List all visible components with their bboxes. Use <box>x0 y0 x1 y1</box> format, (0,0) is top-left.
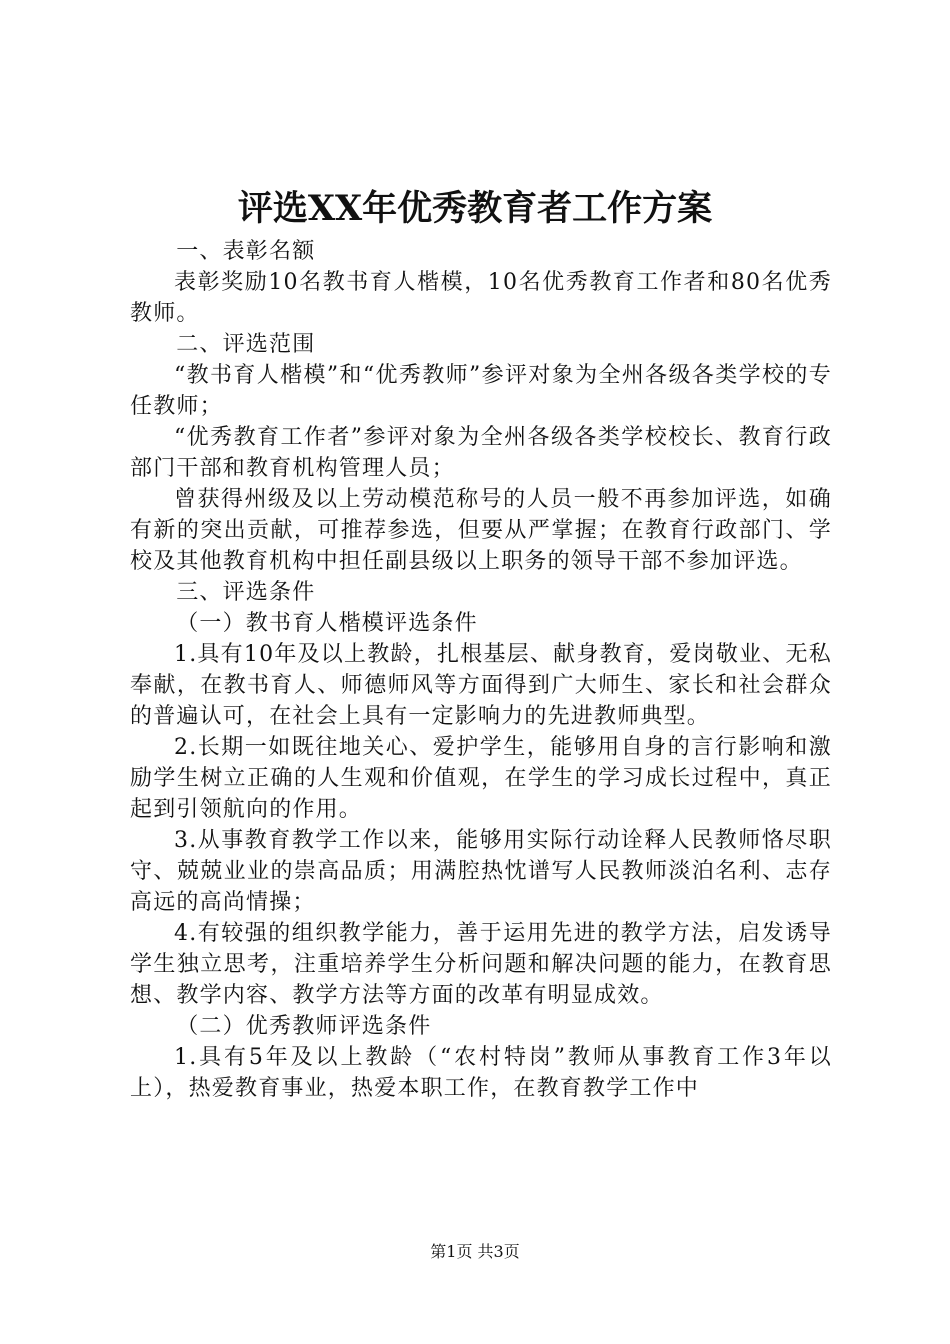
subsection-heading-model: （一）教书育人楷模评选条件 <box>176 611 478 636</box>
paragraph-condition-2: 2.长期一如既往地关心、爱护学生，能够用自身的言行影响和激励学生树立正确的人生观和价值观，在学生的学习成长过程中，真正起到引领航向的作用。 <box>130 735 832 822</box>
paragraph-teacher-condition-1: 1.具有5年及以上教龄（“农村特岗”教师从事教育工作3年以上），热爱教育事业，热爱本职工作，在教育教学工作中 <box>130 1045 832 1101</box>
section-heading-conditions: 三、评选条件 <box>176 580 316 605</box>
subsection-heading-excellent-teacher: （二）优秀教师评选条件 <box>176 1014 432 1039</box>
paragraph-condition-1: 1.具有10年及以上教龄，扎根基层、献身教育，爱岗敬业、无私奉献，在教书育人、师德师风等方面得到广大师生、家长和社会群众的普遍认可，在社会上具有一定影响力的先进教师典型。 <box>130 642 832 729</box>
paragraph-condition-4: 4.有较强的组织教学能力，善于运用先进的教学方法，启发诱导学生独立思考，注重培养学生分析问题和解决问题的能力，在教育思想、教学内容、教学方法等方面的改革有明显成效。 <box>130 921 832 1008</box>
paragraph-scope-teachers: “教书育人楷模”和“优秀教师”参评对象为全州各级各类学校的专任教师； <box>130 363 832 419</box>
paragraph-quota: 表彰奖励10名教书育人楷模，10名优秀教育工作者和80名优秀教师。 <box>130 270 832 326</box>
page-footer: 第1页 共3页 <box>430 1242 520 1261</box>
section-heading-quota: 一、表彰名额 <box>176 239 316 264</box>
section-heading-scope: 二、评选范围 <box>176 332 316 357</box>
document-body <box>130 236 832 1104</box>
paragraph-condition-3: 3.从事教育教学工作以来，能够用实际行动诠释人民教师恪尽职守、兢兢业业的崇高品质；用满腔热忱谱写人民教师淡泊名利、志存高远的高尚情操； <box>130 828 832 915</box>
paragraph-scope-workers: “优秀教育工作者”参评对象为全州各级各类学校校长、教育行政部门干部和教育机构管理人员； <box>130 425 832 481</box>
paragraph-scope-exclusions: 曾获得州级及以上劳动模范称号的人员一般不再参加评选，如确有新的突出贡献，可推荐参选，但要从严掌握；在教育行政部门、学校及其他教育机构中担任副县级以上职务的领导干部不参加评选。 <box>130 487 832 574</box>
document-title: 评选XX年优秀教育者工作方案 <box>237 188 713 229</box>
